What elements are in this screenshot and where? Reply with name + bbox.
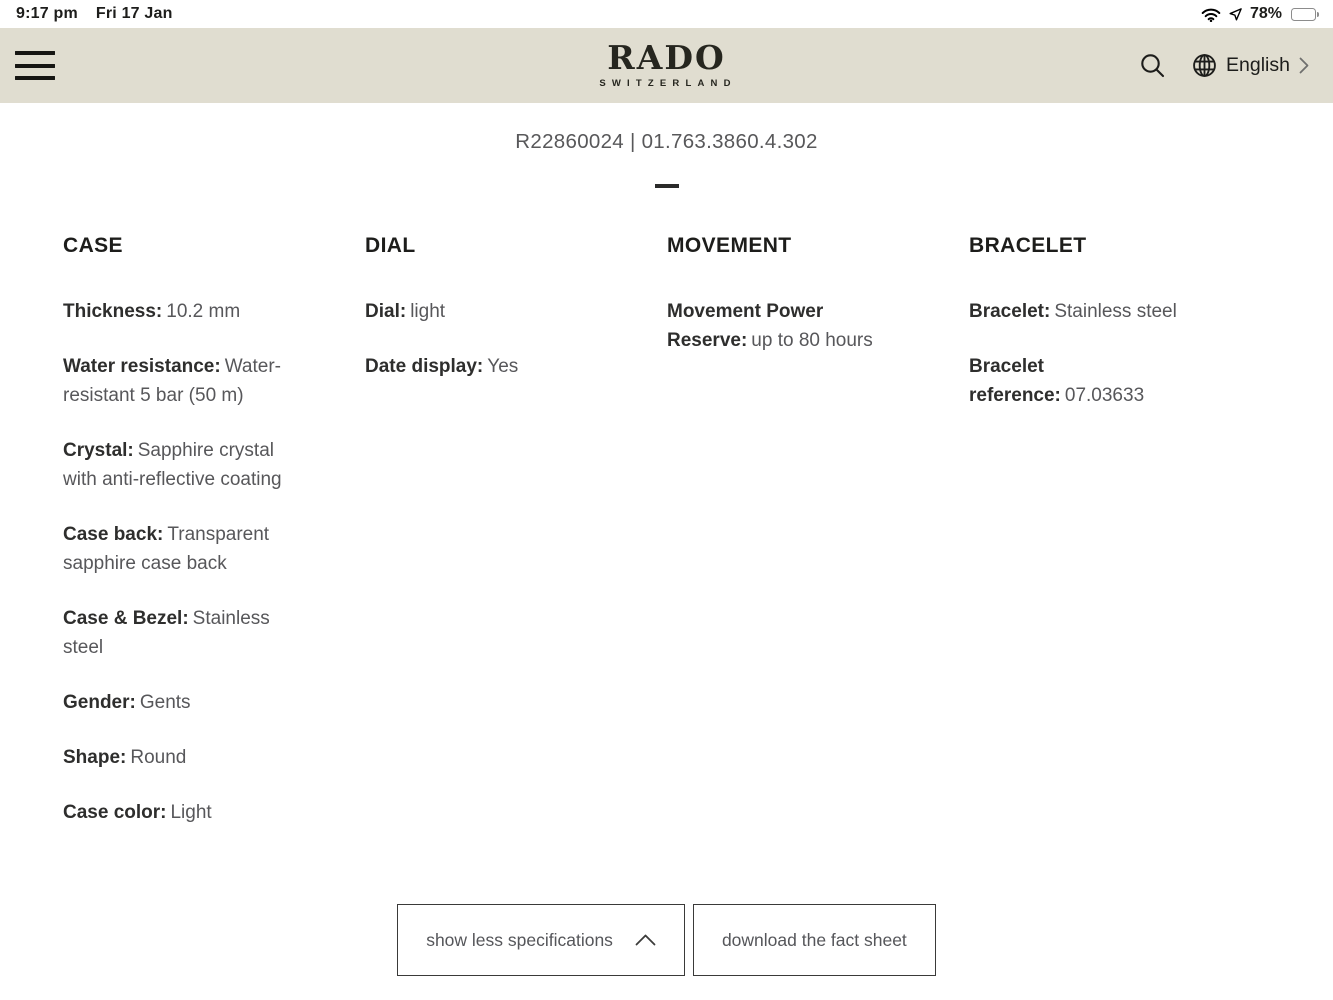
- spec-item: Shape: Round: [63, 747, 187, 768]
- spec-item: Crystal: Sapphire crystal with anti-reflective coating: [63, 440, 282, 490]
- battery-icon: [1291, 8, 1319, 21]
- language-selector[interactable]: [1192, 53, 1309, 78]
- spec-column-bracelet: [969, 234, 1215, 853]
- specifications-grid: [0, 234, 1333, 853]
- spec-column-movement: [667, 234, 913, 853]
- language-label: English: [1226, 54, 1290, 76]
- status-time: 9:17 pm: [16, 5, 78, 22]
- spec-column-title: DIAL: [365, 234, 416, 257]
- status-date: Fri 17 Jan: [95, 5, 173, 22]
- spec-column-dial: [365, 234, 611, 853]
- rado-logo[interactable]: [596, 37, 737, 89]
- spec-item: Thickness: 10.2 mm: [63, 301, 241, 322]
- logo-subtitle: SWITZERLAND: [599, 77, 737, 89]
- chevron-up-icon: [635, 934, 656, 946]
- spec-column-title: BRACELET: [969, 234, 1087, 257]
- search-icon[interactable]: [1139, 52, 1166, 79]
- status-bar: [0, 0, 1333, 28]
- spec-item: Dial: light: [365, 301, 446, 322]
- chevron-right-icon: [1299, 57, 1309, 74]
- spec-item: Case back: Transparent sapphire case back: [63, 524, 270, 574]
- product-reference-row: [0, 130, 1333, 188]
- spec-item: Movement Power Reserve: up to 80 hours: [667, 301, 873, 351]
- actions-row: [0, 904, 1333, 976]
- download-fact-sheet-button[interactable]: download the fact sheet: [693, 904, 936, 976]
- spec-item: Date display: Yes: [365, 356, 519, 377]
- spec-item: Water resistance: Water-resistant 5 bar (50 m): [63, 356, 281, 406]
- spec-column-title: CASE: [63, 234, 123, 257]
- globe-icon: [1192, 53, 1217, 78]
- product-reference: R22860024 | 01.763.3860.4.302: [515, 130, 818, 153]
- spec-item: Gender: Gents: [63, 692, 191, 713]
- spec-item: Case color: Light: [63, 802, 212, 823]
- spec-column-case: [63, 234, 309, 853]
- logo-wordmark: RADO: [607, 37, 726, 77]
- spec-item: Bracelet reference: 07.03633: [969, 356, 1145, 406]
- location-arrow-icon: [1228, 7, 1243, 22]
- spec-item: Bracelet: Stainless steel: [969, 301, 1177, 322]
- divider-dash: [655, 184, 679, 188]
- spec-column-title: MOVEMENT: [667, 234, 792, 257]
- show-less-specifications-button[interactable]: show less specifications: [397, 904, 685, 976]
- battery-percent: 78%: [1249, 5, 1282, 22]
- site-header: [0, 28, 1333, 103]
- wifi-icon: [1201, 7, 1221, 22]
- menu-icon[interactable]: [15, 51, 55, 80]
- spec-item: Case & Bezel: Stainless steel: [63, 608, 270, 658]
